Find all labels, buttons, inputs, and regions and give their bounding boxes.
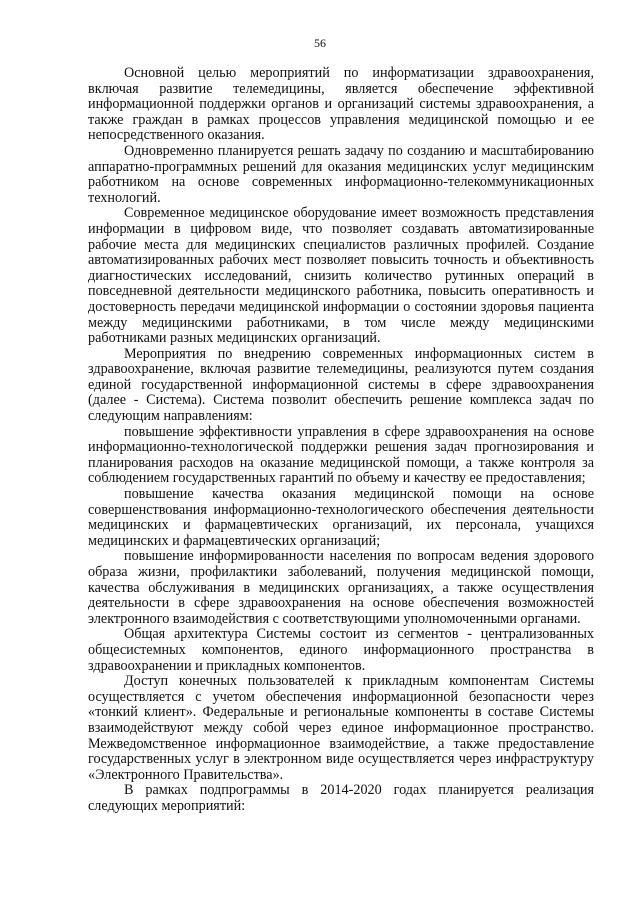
- paragraph-system-intro: Мероприятия по внедрению современных информационных систем в здравоохранение, включая развитие телемедицины, реализуются путем создания единой государственной информационной системы в сфере здравоохранения (далее - Система). Система позволит обеспечить решение комплекса задач по следующим направлениям:: [88, 345, 594, 425]
- list-item-management-efficiency: повышение эффективности управления в сфере здравоохранения на основе информационно-технологической поддержки решения задач прогнозирования и планирования расходов на оказание медицинской помощи, а также контроля за соблюдением государственных гарантий по объему и качеству ее предоставления;: [88, 423, 594, 487]
- paragraph-hardware-software: Одновременно планируется решать задачу по созданию и масштабированию аппаратно-программных решений для оказания медицинских услуг медицинским работником на основе современных информационно-телекоммуникационных технологий.: [88, 142, 594, 206]
- page-number: 56: [314, 36, 326, 50]
- paragraph-access: Доступ конечных пользователей к прикладным компонентам Системы осуществляется с учетом обеспечения информационной безопасности через «тонкий клиент». Федеральные и региональные компоненты в составе Системы взаимодействуют между собой через единое информационное пространство. Межведомственное информационное взаимодействие, а также предоставление государственных услуг в электронном виде осуществляется через инфраструктуру «Электронного Правительства».: [88, 673, 594, 783]
- paragraph-goal: Основной целью мероприятий по информатизации здравоохранения, включая развитие телемедицины, является обеспечение эффективной информационной поддержки органов и организаций системы здравоохранения, а также граждан в рамках процессов управления медицинской помощью и ее непосредственного оказания.: [88, 65, 594, 144]
- list-item-care-quality: повышение качества оказания медицинской помощи на основе совершенствования информационно-технологического обеспечения деятельности медицинских и фармацевтических организаций, их персонала, учащихся медицинских и фармацевтических организаций;: [88, 486, 594, 549]
- list-item-public-awareness: повышение информированности населения по вопросам ведения здорового образа жизни, профилактики заболеваний, получения медицинской помощи, качества обслуживания в медицинских организациях, а также осуществления деятельности в сфере здравоохранения на основе обеспечения возможностей электронного взаимодействия с соответствующими уполномоченными органами.: [88, 548, 594, 627]
- paragraph-architecture: Общая архитектура Системы состоит из сегментов - централизованных общесистемных компонентов, единого информационного пространства в здравоохранении и прикладных компонентов.: [88, 626, 594, 674]
- paragraph-subprogram-plan: В рамках подпрограммы в 2014-2020 годах планируется реализация следующих мероприятий:: [88, 782, 594, 814]
- paragraph-medical-equipment: Современное медицинское оборудование имеет возможность представления информации в цифровом виде, что позволяет создавать автоматизированные рабочие места для медицинских специалистов различных профилей. Создание автоматизированных рабочих мест позволяет повысить точность и объективность диагностических исследований, снизить количество рутинных операций в повседневной деятельности медицинского работника, повысить оперативность и достоверность передачи медицинской информации о состоянии здоровья пациента между медицинскими работниками, в том числе между медицинскими работниками разных медицинских организаций.: [88, 205, 594, 347]
- body-text: [88, 66, 594, 815]
